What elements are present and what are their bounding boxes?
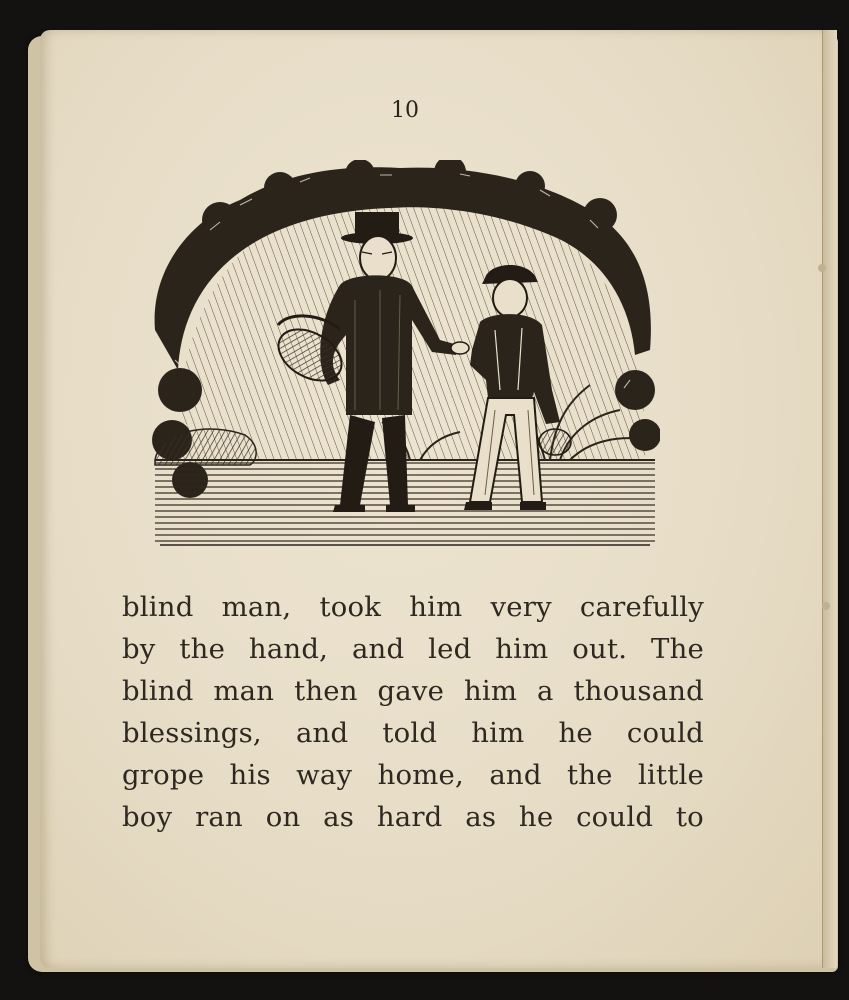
word: little [637,759,704,791]
word: boy [122,801,173,833]
binding-hole [822,602,830,610]
word: his [229,759,271,791]
word: way [296,759,353,791]
facing-page-edge [822,30,837,968]
text-line [122,586,704,628]
word: took [319,591,382,623]
word: him [495,633,549,665]
word: out. [572,633,628,665]
word: man, [221,591,292,623]
word: ran [195,801,243,833]
body-text [122,586,704,838]
word: led [428,633,472,665]
word: him [463,675,518,707]
word: told [382,717,438,749]
word: could [626,717,704,749]
word: and [295,717,349,749]
word: on [265,801,301,833]
word: he [518,801,554,833]
word: carefully [579,591,704,623]
word: by [122,633,156,665]
word: blind [122,591,194,623]
word: as [465,801,497,833]
word: blind [122,675,194,707]
word: could [576,801,654,833]
word: the [566,759,613,791]
word: to [675,801,704,833]
word: then [294,675,358,707]
word: thousand [573,675,704,707]
word: him [471,717,525,749]
woodcut-illustration [150,160,660,560]
word: hard [376,801,443,833]
word: home, [377,759,464,791]
word: hand, [248,633,329,665]
word: as [323,801,355,833]
binding-hole [818,264,826,272]
text-line [122,712,704,754]
word: he [558,717,593,749]
word: very [490,591,552,623]
text-line [122,670,704,712]
word: gave [377,675,445,707]
word: him [409,591,463,623]
word: a [537,675,554,707]
text-line [122,754,704,796]
word: and [489,759,542,791]
word: grope [122,759,205,791]
text-line [122,796,704,838]
word: blessings, [122,717,262,749]
word: The [651,633,704,665]
page-number: 10 [391,98,419,123]
text-line [122,628,704,670]
word: man [213,675,275,707]
word: and [351,633,405,665]
word: the [179,633,226,665]
